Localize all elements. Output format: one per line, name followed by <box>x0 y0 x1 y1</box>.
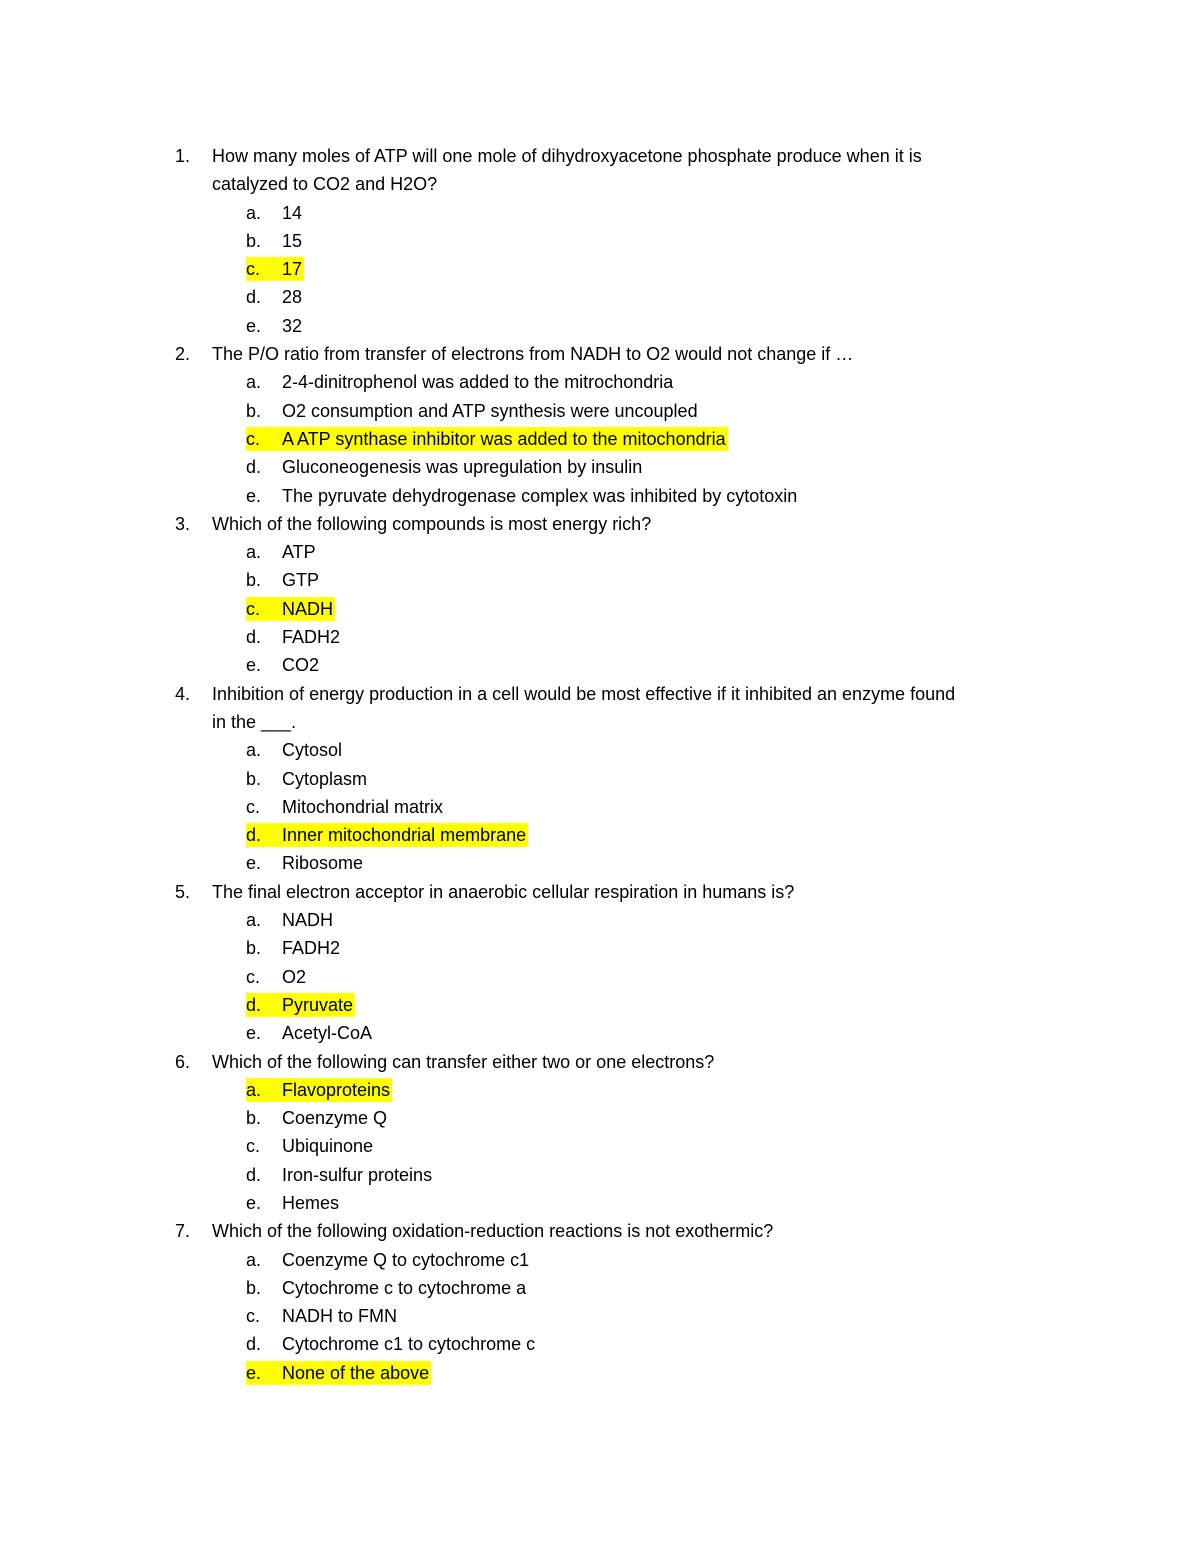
answer-letter: d. <box>246 994 262 1015</box>
answer-letter: c. <box>246 428 261 449</box>
answer-content <box>246 229 304 253</box>
answer-letter: b. <box>246 768 262 789</box>
answer-text: 2-4-dinitrophenol was added to the mitrochondria <box>282 372 674 393</box>
question-number: 6. <box>175 1051 191 1072</box>
answer-content <box>246 1332 537 1356</box>
question-text: How many moles of ATP will one mole of dihydroxyacetone phosphate produce when it is <box>212 146 922 166</box>
question-text: in the ___. <box>212 711 297 732</box>
question-text: The P/O ratio from transfer of electrons from NADH to O2 would not change if … <box>212 344 854 365</box>
question-line <box>0 680 1200 708</box>
answer-option <box>0 1019 1200 1047</box>
answer-letter: c. <box>246 1136 261 1157</box>
answer-text: Cytochrome c1 to cytochrome c <box>282 1334 536 1355</box>
answer-option <box>0 991 1200 1019</box>
answer-text: 32 <box>282 315 303 336</box>
question-1 <box>0 142 1200 340</box>
answer-letter: a. <box>246 740 262 761</box>
question-text: Inhibition of energy production in a cell would be most effective if it inhibited an enzyme found <box>212 683 956 704</box>
answer-text: Hemes <box>282 1192 340 1213</box>
answer-option <box>0 906 1200 934</box>
answer-content <box>246 568 321 592</box>
answer-content <box>246 1163 434 1187</box>
answer-option <box>0 1302 1200 1330</box>
answer-letter: d. <box>246 457 262 478</box>
answer-text: A ATP synthase inhibitor was added to the mitochondria <box>282 428 726 449</box>
answer-letter: e. <box>246 1023 262 1044</box>
answer-letter: a. <box>246 1079 262 1100</box>
answer-text: Mitochondrial matrix <box>282 796 444 817</box>
question-number: 3. <box>175 513 191 534</box>
answer-letter: b. <box>246 1108 262 1129</box>
answer-option <box>0 595 1200 623</box>
answer-text: 14 <box>282 202 303 223</box>
answer-text: Inner mitochondrial membrane <box>282 825 527 846</box>
question-line <box>0 1217 1200 1245</box>
answer-option <box>0 1189 1200 1217</box>
answer-text: None of the above <box>282 1362 430 1383</box>
answer-content <box>246 540 318 564</box>
answer-content <box>246 484 799 508</box>
answer-text: Cytosol <box>282 740 343 761</box>
answer-option <box>0 199 1200 227</box>
answer-option <box>0 566 1200 594</box>
answer-text: Pyruvate <box>282 994 354 1015</box>
answer-option <box>0 453 1200 481</box>
answer-letter: a. <box>246 910 262 931</box>
answer-text: FADH2 <box>282 938 341 959</box>
answer-letter: e. <box>246 853 262 874</box>
answer-text: CO2 <box>282 655 320 676</box>
answer-letter: d. <box>246 825 262 846</box>
answer-option <box>0 482 1200 510</box>
answer-text: Ribosome <box>282 853 364 874</box>
answer-option <box>0 793 1200 821</box>
answer-letter: b. <box>246 400 262 421</box>
answer-letter: e. <box>246 1192 262 1213</box>
answer-letter: b. <box>246 570 262 591</box>
answer-text: Cytochrome c to cytochrome a <box>282 1277 527 1298</box>
answer-highlighted <box>246 823 528 847</box>
answer-text: Iron-sulfur proteins <box>282 1164 433 1185</box>
answer-text: Coenzyme Q <box>282 1108 388 1129</box>
answer-option <box>0 651 1200 679</box>
question-line <box>0 170 1200 198</box>
question-text: Which of the following can transfer either two or one electrons? <box>212 1051 715 1072</box>
answer-option <box>0 397 1200 425</box>
answer-letter: e. <box>246 655 262 676</box>
answer-text: The pyruvate dehydrogenase complex was inhibited by cytotoxin <box>282 485 798 506</box>
answer-content <box>246 965 308 989</box>
question-line <box>0 510 1200 538</box>
answer-letter: c. <box>246 796 261 817</box>
question-number: 7. <box>175 1221 191 1242</box>
answer-letter: c. <box>246 598 261 619</box>
answer-content <box>246 370 675 394</box>
answer-highlighted <box>246 597 335 621</box>
answer-content <box>246 1304 399 1328</box>
answer-text: Cytoplasm <box>282 768 368 789</box>
answer-letter: b. <box>246 938 262 959</box>
answer-letter: e. <box>246 485 262 506</box>
answer-content <box>246 201 304 225</box>
answer-text: GTP <box>282 570 320 591</box>
answer-letter: a. <box>246 202 262 223</box>
question-text: Which of the following oxidation-reduction reactions is not exothermic? <box>212 1221 774 1242</box>
answer-option <box>0 1274 1200 1302</box>
quiz-list <box>0 142 1200 1387</box>
answer-content <box>246 908 335 932</box>
answer-content <box>246 795 445 819</box>
question-line <box>0 142 1200 170</box>
answer-content <box>246 455 644 479</box>
question-text: Which of the following compounds is most energy rich? <box>212 513 652 534</box>
answer-option <box>0 255 1200 283</box>
answer-option <box>0 1359 1200 1387</box>
question-line <box>0 1048 1200 1076</box>
answer-option <box>0 538 1200 566</box>
answer-highlighted <box>246 1078 392 1102</box>
answer-letter: d. <box>246 287 262 308</box>
answer-letter: a. <box>246 1249 262 1270</box>
answer-text: O2 consumption and ATP synthesis were uncoupled <box>282 400 698 421</box>
answer-content <box>246 314 304 338</box>
answer-text: NADH <box>282 910 334 931</box>
answer-option <box>0 1161 1200 1189</box>
answer-option <box>0 1104 1200 1132</box>
answer-option <box>0 283 1200 311</box>
question-4 <box>0 680 1200 878</box>
answer-option <box>0 312 1200 340</box>
answer-text: 15 <box>282 230 303 251</box>
question-7 <box>0 1217 1200 1387</box>
answer-letter: b. <box>246 1277 262 1298</box>
answer-letter: c. <box>246 259 261 280</box>
answer-option <box>0 1076 1200 1104</box>
answer-option <box>0 934 1200 962</box>
question-number: 5. <box>175 881 191 902</box>
answer-option <box>0 623 1200 651</box>
answer-option <box>0 368 1200 396</box>
answer-text: FADH2 <box>282 627 341 648</box>
answer-letter: d. <box>246 627 262 648</box>
answer-content <box>246 653 321 677</box>
answer-letter: a. <box>246 542 262 563</box>
answer-option <box>0 1330 1200 1358</box>
answer-content <box>246 1134 375 1158</box>
answer-content <box>246 1021 374 1045</box>
answer-text: ATP <box>282 542 316 563</box>
answer-text: 17 <box>282 259 303 280</box>
answer-content <box>246 767 369 791</box>
question-text: catalyzed to CO2 and H2O? <box>212 174 438 195</box>
answer-option <box>0 821 1200 849</box>
answer-option <box>0 963 1200 991</box>
answer-content <box>246 1191 341 1215</box>
answer-text: Acetyl-CoA <box>282 1023 373 1044</box>
answer-text: O2 <box>282 966 307 987</box>
question-text: The final electron acceptor in anaerobic cellular respiration in humans is? <box>212 881 795 902</box>
answer-option <box>0 765 1200 793</box>
answer-letter: d. <box>246 1334 262 1355</box>
answer-content <box>246 851 365 875</box>
question-6 <box>0 1048 1200 1218</box>
answer-text: Gluconeogenesis was upregulation by insulin <box>282 457 643 478</box>
answer-option <box>0 849 1200 877</box>
question-2 <box>0 340 1200 510</box>
answer-content <box>246 738 344 762</box>
answer-content <box>246 399 700 423</box>
question-number: 2. <box>175 344 191 365</box>
answer-content <box>246 1106 389 1130</box>
answer-highlighted <box>246 257 304 281</box>
question-5 <box>0 878 1200 1048</box>
answer-option <box>0 227 1200 255</box>
answer-letter: d. <box>246 1164 262 1185</box>
answer-content <box>246 1248 531 1272</box>
answer-letter: e. <box>246 315 262 336</box>
answer-option <box>0 425 1200 453</box>
answer-option <box>0 1132 1200 1160</box>
answer-content <box>246 285 304 309</box>
answer-text: Flavoproteins <box>282 1079 391 1100</box>
answer-text: 28 <box>282 287 303 308</box>
answer-letter: e. <box>246 1362 262 1383</box>
question-line <box>0 708 1200 736</box>
answer-text: Coenzyme Q to cytochrome c1 <box>282 1249 530 1270</box>
answer-content <box>246 625 342 649</box>
answer-letter: a. <box>246 372 262 393</box>
question-3 <box>0 510 1200 680</box>
answer-letter: b. <box>246 230 262 251</box>
question-line <box>0 878 1200 906</box>
answer-letter: c. <box>246 1306 261 1327</box>
answer-letter: c. <box>246 966 261 987</box>
answer-text: Ubiquinone <box>282 1136 374 1157</box>
answer-highlighted <box>246 1361 431 1385</box>
question-number: 4. <box>175 683 191 704</box>
answer-highlighted <box>246 993 355 1017</box>
answer-option <box>0 736 1200 764</box>
answer-highlighted <box>246 427 728 451</box>
answer-option <box>0 1246 1200 1274</box>
question-number: 1. <box>175 146 191 166</box>
answer-text: NADH to FMN <box>282 1306 398 1327</box>
answer-content <box>246 936 342 960</box>
question-line <box>0 340 1200 368</box>
answer-content <box>246 1276 528 1300</box>
answer-text: NADH <box>282 598 334 619</box>
